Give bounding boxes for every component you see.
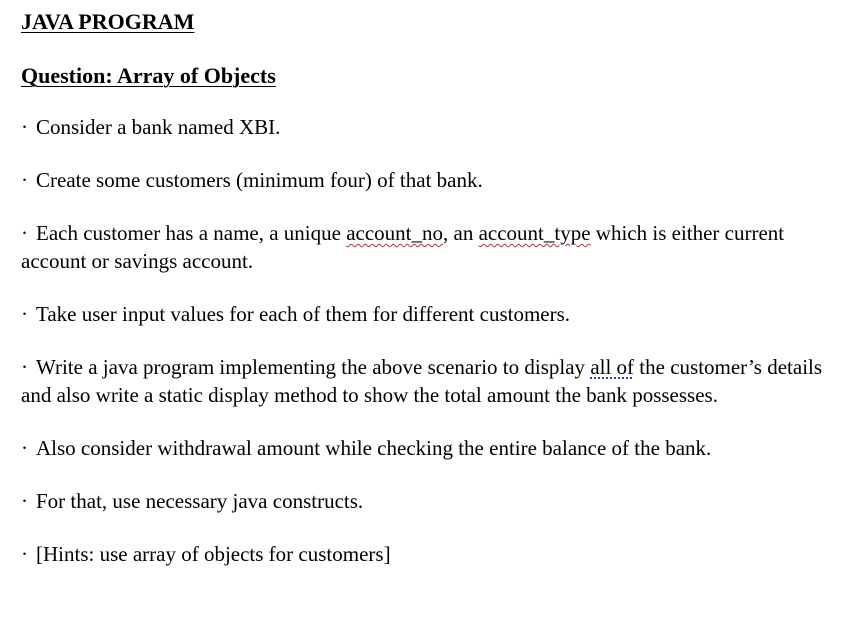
list-item [21,353,844,409]
list-item [21,487,844,515]
bullet-glyph: · [21,355,28,379]
item-text: Take user input values for each of them for different customers. [36,302,571,326]
item-text: [Hints: use array of objects for customers] [36,542,391,566]
bullet-glyph: · [21,489,28,513]
item-text: Consider a bank named XBI. [36,115,281,139]
list-item [21,219,844,275]
document-title: JAVA PROGRAM [21,9,195,34]
bullet-glyph: · [21,436,28,460]
bullet-glyph: · [21,168,28,192]
question-heading: Question: Array of Objects [21,63,276,88]
item-text: Each customer has a name, a unique [36,221,347,245]
item-text: Write a java program implementing the above scenario to display [36,355,591,379]
list-item [21,166,844,194]
list-item [21,113,844,141]
item-text: the customer’s details and also write a static display method to show the total amount the bank possesses. [21,355,823,407]
spellcheck-flag-account-type: account_type [478,221,591,245]
bullet-glyph: · [21,115,28,139]
item-text: which is either current account or savings account. [21,221,785,273]
list-item [21,540,844,568]
spellcheck-flag-account-no: account_no [346,221,444,245]
item-text: , an [443,221,479,245]
bullet-glyph: · [21,542,28,566]
bullet-glyph: · [21,221,28,245]
list-item [21,300,844,328]
list-item [21,434,844,462]
bullet-glyph: · [21,302,28,326]
item-text: Also consider withdrawal amount while checking the entire balance of the bank. [36,436,712,460]
item-text: Create some customers (minimum four) of that bank. [36,168,483,192]
item-text: For that, use necessary java constructs. [36,489,364,513]
grammar-flag-all-of: all of [590,355,635,379]
